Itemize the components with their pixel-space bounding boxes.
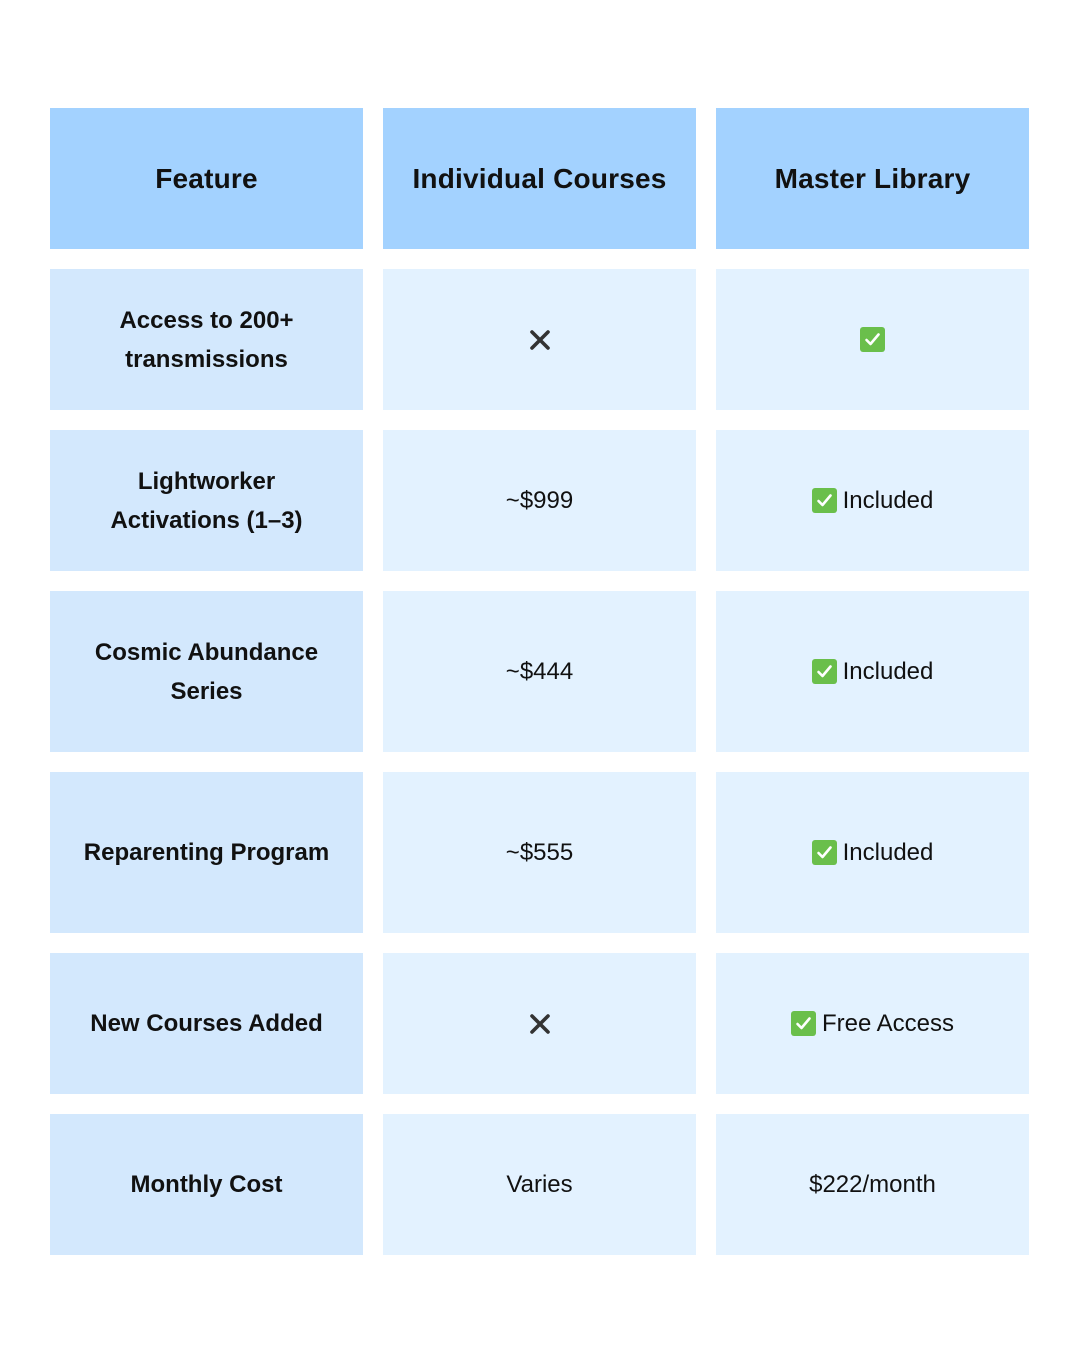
master-cell: [716, 953, 1029, 1094]
header-master-library: Master Library: [716, 108, 1029, 249]
master-cell: [716, 591, 1029, 752]
individual-cell: [383, 953, 696, 1094]
master-cell: [716, 430, 1029, 571]
feature-cell: Cosmic Abundance Series: [50, 591, 363, 752]
x-icon: [529, 329, 551, 351]
master-value: Included: [842, 657, 934, 685]
table-row: [50, 953, 1030, 1094]
feature-cell: Access to 200+ transmissions: [50, 269, 363, 410]
comparison-table: [50, 108, 1030, 1275]
master-cell: [716, 269, 1029, 410]
individual-cell: Varies: [383, 1114, 696, 1255]
feature-cell: New Courses Added: [50, 953, 363, 1094]
feature-cell: Lightworker Activations (1–3): [50, 430, 363, 571]
header-individual-courses: Individual Courses: [383, 108, 696, 249]
table-row: [50, 430, 1030, 571]
check-icon: [791, 1011, 816, 1036]
master-value: Free Access: [821, 1009, 955, 1037]
table-row: [50, 1114, 1030, 1255]
feature-cell: Reparenting Program: [50, 772, 363, 933]
check-icon: [812, 840, 837, 865]
master-cell: [716, 772, 1029, 933]
check-icon: [812, 488, 837, 513]
header-row: [50, 108, 1030, 249]
individual-cell: ~$444: [383, 591, 696, 752]
check-icon: [860, 327, 885, 352]
check-icon: [812, 659, 837, 684]
master-cell: $222/month: [716, 1114, 1029, 1255]
table-row: [50, 772, 1030, 933]
individual-cell: ~$555: [383, 772, 696, 933]
x-icon: [529, 1013, 551, 1035]
master-value: Included: [842, 838, 934, 866]
feature-cell: Monthly Cost: [50, 1114, 363, 1255]
individual-cell: ~$999: [383, 430, 696, 571]
individual-cell: [383, 269, 696, 410]
table-row: [50, 591, 1030, 752]
header-feature: Feature: [50, 108, 363, 249]
table-row: [50, 269, 1030, 410]
master-value: Included: [842, 486, 934, 514]
